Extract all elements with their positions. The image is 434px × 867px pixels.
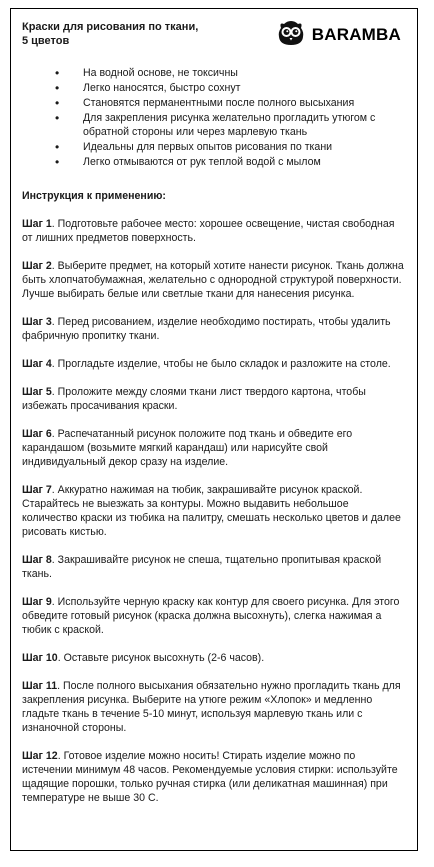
step-label: Шаг 3 — [22, 316, 52, 328]
step-item — [22, 385, 406, 413]
step-text: . Подготовьте рабочее место: хорошее освещение, чистая свободная от лишних предметов поверхность. — [22, 218, 395, 244]
steps-list — [22, 217, 406, 819]
feature-item: • Легко отмываются от рук теплой водой с мылом — [55, 155, 400, 169]
step-label: Шаг 1 — [22, 218, 52, 230]
product-title — [22, 20, 242, 48]
feature-item: • Идеальны для первых опытов рисования по ткани — [55, 140, 400, 154]
instruction-sheet — [10, 8, 418, 851]
step-text: . Прогладьте изделие, чтобы не было складок и разложите на столе. — [51, 358, 391, 370]
step-label: Шаг 11 — [22, 680, 58, 692]
step-item — [22, 553, 406, 581]
step-item — [22, 679, 406, 735]
feature-item: • На водной основе, не токсичны — [55, 66, 400, 80]
feature-item: • Легко наносятся, быстро сохнут — [55, 81, 400, 95]
feature-item: • Для закрепления рисунка желательно прогладить утюгом с обратной стороны или через марлевую ткань — [55, 111, 400, 139]
step-label: Шаг 5 — [22, 386, 52, 398]
step-text: . Закрашивайте рисунок не спеша, тщательно пропитывая краской ткань. — [22, 554, 382, 580]
brand-logo — [276, 18, 401, 52]
header — [22, 18, 407, 58]
brand-name: BARAMBA — [311, 25, 401, 44]
step-item — [22, 357, 406, 371]
product-title-line-2: 5 цветов — [22, 35, 70, 47]
product-title-line-1: Краски для рисования по ткани, — [22, 21, 199, 33]
step-label: Шаг 9 — [22, 596, 52, 608]
step-item — [22, 217, 406, 245]
step-item — [22, 749, 406, 805]
step-text: . Проложите между слоями ткани лист твердого картона, чтобы избежать просачивания краски. — [22, 386, 366, 412]
step-item — [22, 427, 406, 469]
step-label: Шаг 4 — [22, 358, 52, 370]
step-text: . Распечатанный рисунок положите под ткань и обведите его карандашом (возьмите мягкий карандаш) или нарисуйте свой индивидуальный декор сразу на изделие. — [22, 428, 353, 468]
feature-item: • Становятся перманентными после полного высыхания — [55, 96, 400, 110]
step-label: Шаг 12 — [22, 750, 58, 762]
feature-list — [55, 66, 400, 170]
step-item — [22, 259, 406, 301]
step-text: . Перед рисованием, изделие необходимо постирать, чтобы удалить фабричную пропитку ткани. — [22, 316, 391, 342]
step-text: . После полного высыхания обязательно нужно прогладить ткань для закрепления рисунка. Выберите на утюге режим «Хлопок» и медленно гладьте ткань в течение 5-10 минут, используя марлевую ткань или с изнаночной стороны. — [22, 680, 401, 734]
step-label: Шаг 10 — [22, 652, 58, 664]
step-item — [22, 315, 406, 343]
step-label: Шаг 8 — [22, 554, 52, 566]
step-text: . Оставьте рисунок высохнуть (2-6 часов). — [57, 652, 265, 664]
step-text: . Готовое изделие можно носить! Стирать изделие можно по истечении минимум 48 часов. Рекомендуемые условия стирки: используйте щадящие порошки, только ручная стирка (или деликатная машинная) при температуре не выше 30 С. — [22, 750, 398, 804]
step-item — [22, 595, 406, 637]
baramba-owl-icon — [276, 18, 306, 52]
step-label: Шаг 6 — [22, 428, 52, 440]
instructions-heading: Инструкция к применению: — [22, 190, 166, 202]
step-item — [22, 483, 406, 539]
step-label: Шаг 7 — [22, 484, 52, 496]
step-text: . Аккуратно нажимая на тюбик, закрашивайте рисунок краской. Старайтесь не выезжать за контуры. Можно выдавить небольшое количество краски из тюбика на палитру, смешать несколько цветов и далее рисовать кистью. — [22, 484, 401, 538]
step-label: Шаг 2 — [22, 260, 52, 272]
step-text: . Выберите предмет, на который хотите нанести рисунок. Ткань должна быть хлопчатобумажная, желательно с однородной структурой поверхности. Лучше выбирать белые или светлые ткани для нанесения рисунка. — [22, 260, 404, 300]
step-text: . Используйте черную краску как контур для своего рисунка. Для этого обведите готовый рисунок (краска должна высохнуть), слегка нажимая а тюбик с краской. — [22, 596, 400, 636]
step-item — [22, 651, 406, 665]
